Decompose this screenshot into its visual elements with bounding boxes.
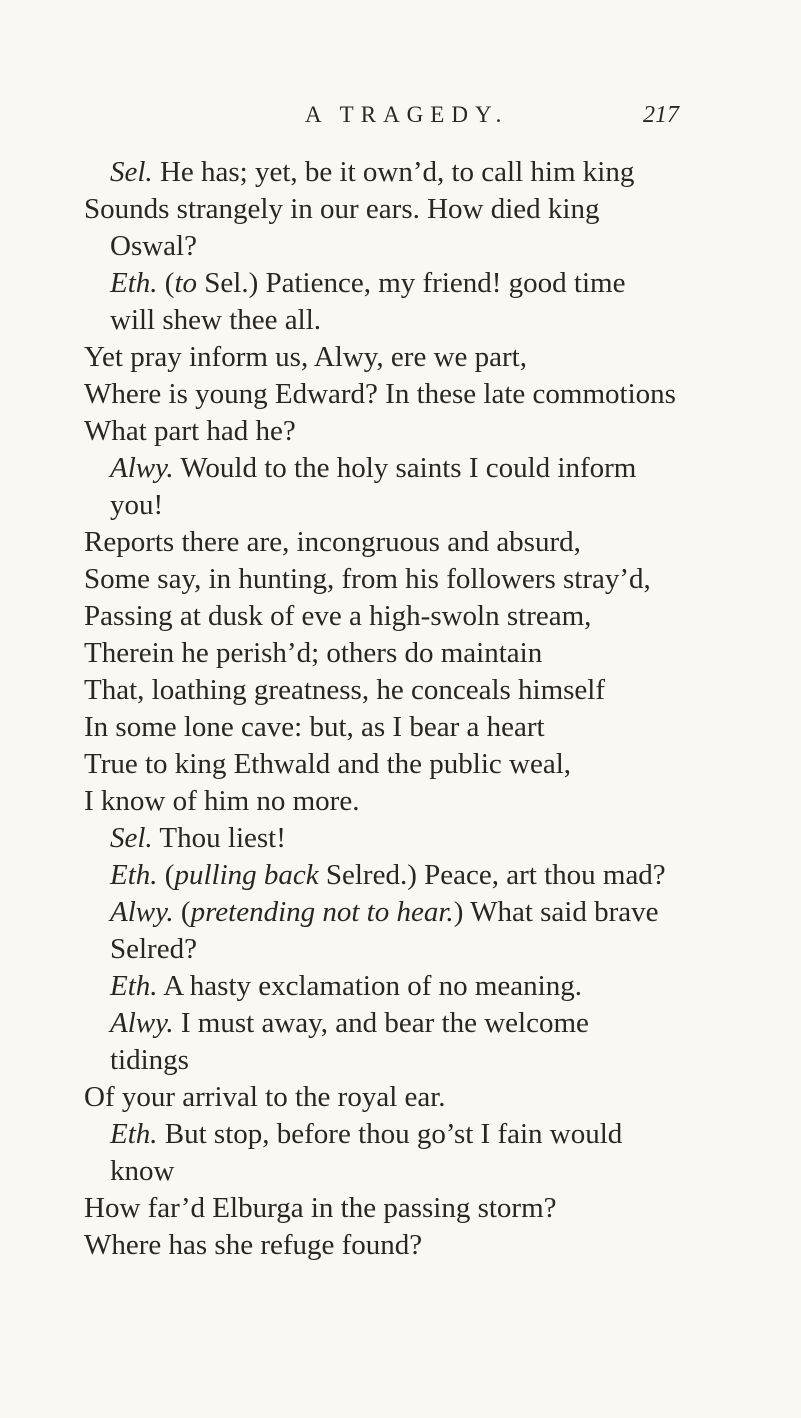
line-text: you! <box>110 489 164 521</box>
stage-direction-close: ) <box>453 896 464 928</box>
line-text: I must away, and bear the welcome <box>180 1007 589 1039</box>
text-line <box>110 1003 589 1043</box>
line-text: Oswal? <box>110 230 197 262</box>
stage-direction-close: Sel.) <box>204 267 259 299</box>
line-text: tidings <box>110 1044 189 1076</box>
line-text: Some say, in hunting, from his followers stray’d, <box>84 563 651 595</box>
text-line <box>110 1151 174 1191</box>
line-text: A hasty exclamation of no meaning. <box>163 970 582 1002</box>
line-text: will shew thee all. <box>110 304 322 336</box>
line-text: Sounds strangely in our ears. How died king <box>84 193 600 225</box>
text-line <box>84 1225 422 1265</box>
text-line <box>84 707 545 747</box>
speaker-name: Eth. <box>110 859 158 891</box>
line-text: Peace, art thou mad? <box>424 859 666 891</box>
line-text: What part had he? <box>84 415 296 447</box>
text-line <box>110 226 197 266</box>
line-text: Thou liest! <box>159 822 286 854</box>
text-line <box>84 781 359 821</box>
stage-direction-open: ( <box>164 267 175 299</box>
text-line <box>110 929 197 969</box>
line-text: Therein he perish’d; others do maintain <box>84 637 543 669</box>
page-number: 217 <box>643 102 679 128</box>
text-line <box>84 559 651 599</box>
text-line <box>84 596 591 636</box>
line-text: He has; yet, be it own’d, to call him king <box>159 156 635 188</box>
speaker-name: Sel. <box>110 156 153 188</box>
text-line <box>84 522 581 562</box>
text-line <box>110 152 634 192</box>
line-text: Where is young Edward? In these late commotions <box>84 378 676 410</box>
line-text: Reports there are, incongruous and absurd, <box>84 526 581 558</box>
line-text: Passing at dusk of eve a high-swoln stream, <box>84 600 592 632</box>
stage-direction-open: ( <box>164 859 175 891</box>
text-line <box>110 448 636 488</box>
line-text: I know of him no more. <box>84 785 360 817</box>
speaker-name: Sel. <box>110 822 153 854</box>
stage-direction: to <box>174 267 198 299</box>
text-line <box>110 263 625 303</box>
line-text: But stop, before thou go’st I fain would <box>164 1118 623 1150</box>
text-line <box>84 374 676 414</box>
line-text: True to king Ethwald and the public weal, <box>84 748 572 780</box>
line-text: In some lone cave: but, as I bear a heart <box>84 711 545 743</box>
speaker-name: Alwy. <box>110 1007 174 1039</box>
speaker-name: Eth. <box>110 267 158 299</box>
speaker-name: Alwy. <box>110 896 174 928</box>
stage-direction-open: ( <box>180 896 191 928</box>
text-line <box>110 1114 622 1154</box>
line-text: What said brave <box>470 896 659 928</box>
text-line <box>110 966 582 1006</box>
text-line <box>84 670 605 710</box>
line-text: Patience, my friend! good time <box>265 267 626 299</box>
text-line <box>84 633 542 673</box>
stage-direction: pretending not to hear. <box>190 896 454 928</box>
speaker-name: Eth. <box>110 1118 158 1150</box>
text-line <box>84 337 527 377</box>
text-line <box>84 1188 557 1228</box>
text-line <box>110 818 286 858</box>
line-text: know <box>110 1155 175 1187</box>
line-text: That, loathing greatness, he conceals himself <box>84 674 606 706</box>
speaker-name: Eth. <box>110 970 158 1002</box>
stage-direction-close: Selred.) <box>325 859 417 891</box>
text-line <box>84 189 600 229</box>
stage-direction: pulling back <box>174 859 319 891</box>
line-text: Where has she refuge found? <box>84 1229 423 1261</box>
page-header <box>0 102 801 136</box>
line-text: Would to the holy saints I could inform <box>180 452 637 484</box>
text-line <box>84 744 571 784</box>
text-line <box>84 1077 446 1117</box>
text-line <box>110 485 163 525</box>
speaker-name: Alwy. <box>110 452 174 484</box>
running-head: A TRAGEDY. <box>305 102 509 127</box>
line-text: Of your arrival to the royal ear. <box>84 1081 446 1113</box>
text-line <box>110 855 666 895</box>
line-text: Yet pray inform us, Alwy, ere we part, <box>84 341 527 373</box>
text-line <box>84 411 296 451</box>
text-line <box>110 892 659 932</box>
line-text: How far’d Elburga in the passing storm? <box>84 1192 557 1224</box>
line-text: Selred? <box>110 933 197 965</box>
text-line <box>110 300 321 340</box>
text-line <box>110 1040 189 1080</box>
